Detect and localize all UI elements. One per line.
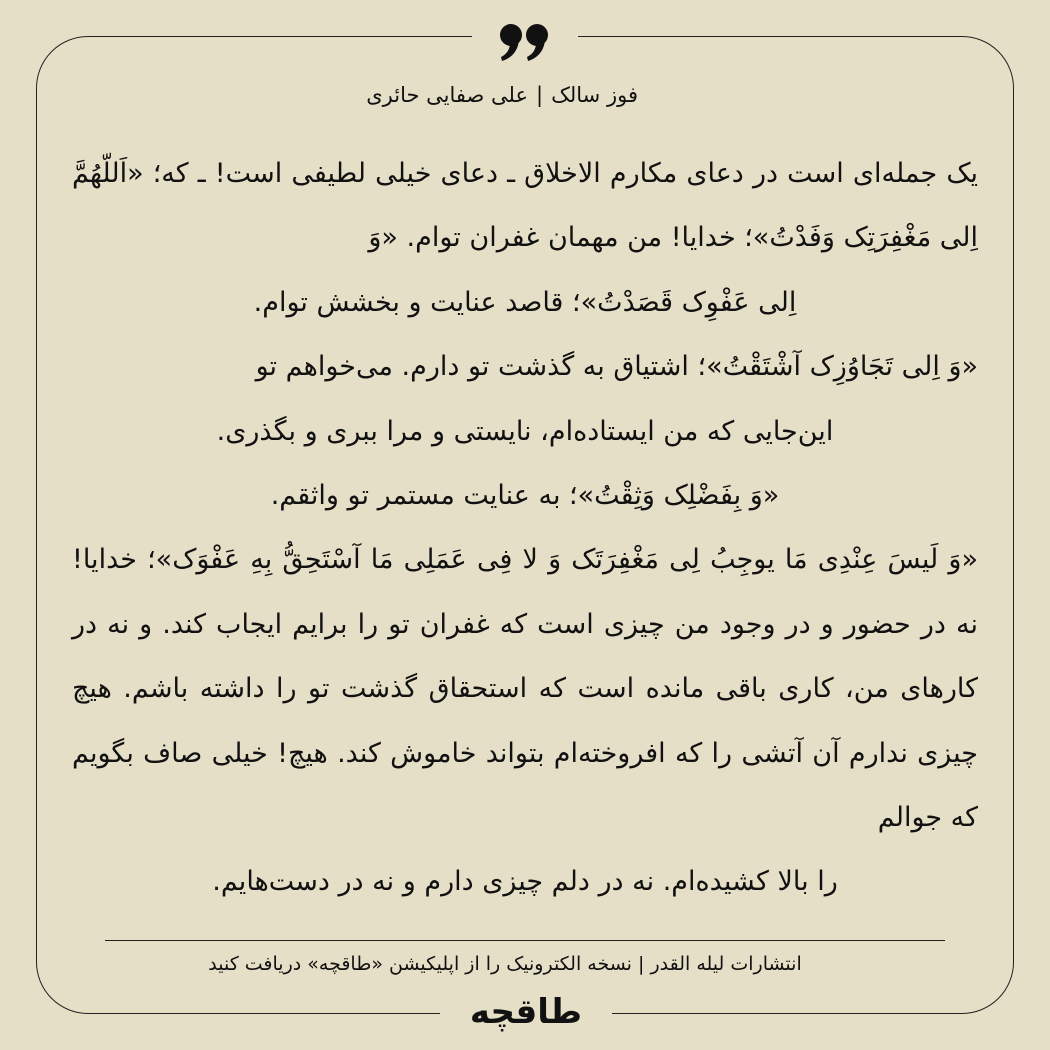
footer-note: انتشارات لیله القدر | نسخه الکترونیک را از اپلیکیشن «طاقچه» دریافت کنید xyxy=(208,953,802,975)
quote-body xyxy=(72,142,978,915)
taaghche-logo: طاقچه xyxy=(469,992,583,1032)
quotation-mark-icon xyxy=(497,22,553,62)
paragraph-6: «وَ لَیسَ عِنْدِی مَا یوجِبُ لِی مَغْفِرَتَک وَ لا فِی عَمَلِی مَا آسْتَحِقُّ بِهِ عَفْوَک»؛ خدایا! نه در حضور و در وجود من چیزی است که غفران تو را برایم ایجاب کند. و نه در کارهای من، کاری باقی مانده است که استحقاق گذشت تو را داشته باشم. هیچ چیزی ندارم آن آتشی را که افروخته‌ام بتواند خاموش کند. هیچ! خیلی صاف بگویم که جوالم xyxy=(72,544,978,834)
byline xyxy=(366,80,638,110)
paragraph-5: «وَ بِفَضْلِک وَثِقْتُ»؛ به عنایت مستمر تو واثقم. xyxy=(270,480,780,512)
paragraph-3: «وَ اِلی تَجَاوُزِک آشْتَقْتُ»؛ اشتیاق به گذشت تو دارم. می‌خواهم تو xyxy=(255,351,978,383)
byline-separator: | xyxy=(536,83,544,107)
paragraph-1: یک جمله‌ای است در دعای مکارم الاخلاق ـ دعای خیلی لطیفی است! ـ که؛ «اَللّهُمَّ اِلی مَغْفِرَتِک وَفَدْتُ»؛ خدایا! من مهمان غفران توام. «وَ xyxy=(72,158,978,254)
footer-divider xyxy=(105,940,945,941)
book-title: فوز سالک xyxy=(551,83,638,107)
paragraph-7: را بالا کشیده‌ام. نه در دلم چیزی دارم و نه در دست‌هایم. xyxy=(212,866,838,898)
paragraph-2: اِلی عَفْوِک قَصَدْتُ»؛ قاصد عنایت و بخشش توام. xyxy=(253,286,797,318)
author-name: علی صفایی حائری xyxy=(366,83,529,107)
paragraph-4: این‌جایی که من ایستاده‌ام، نایستی و مرا ببری و بگذری. xyxy=(216,415,834,447)
